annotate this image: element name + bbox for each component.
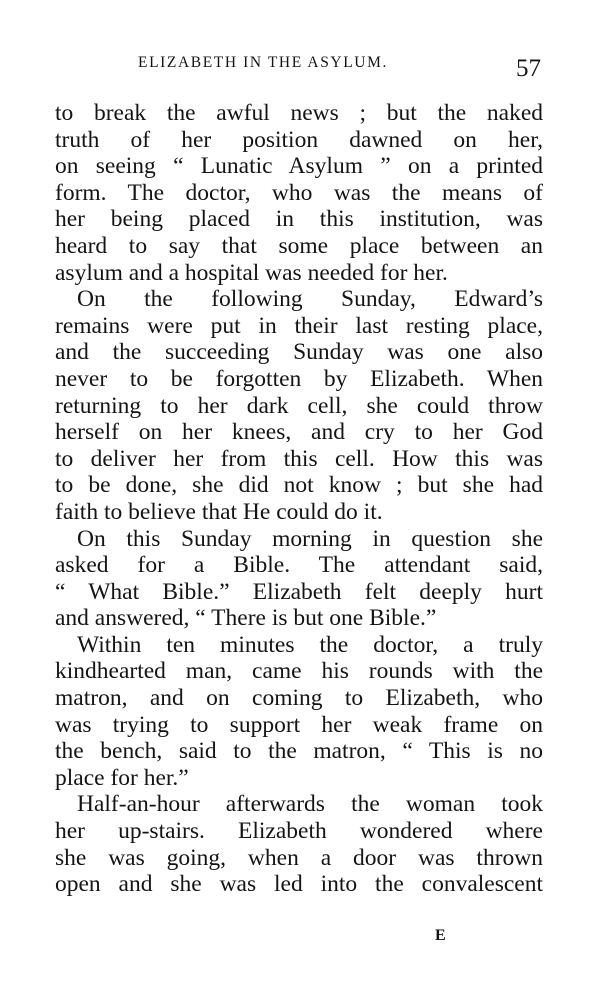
text-line: to deliver her from this cell. How this was: [55, 445, 543, 472]
text-line: never to be forgotten by Elizabeth. When: [55, 365, 543, 392]
text-line: place for her.”: [55, 764, 189, 791]
text-line: open and she was led into the convalescent: [55, 871, 543, 898]
page-body: [55, 100, 543, 898]
paragraph-first-line: On this Sunday morning in question she: [77, 525, 543, 552]
paragraph-first-line: On the following Sunday, Edward’s: [77, 286, 543, 313]
paragraph-first-line: Within ten minutes the doctor, a truly: [77, 631, 543, 658]
text-line: on seeing “ Lunatic Asylum ” on a printed: [55, 153, 543, 180]
text-line: she was going, when a door was thrown: [55, 844, 543, 871]
text-line: heard to say that some place between an: [55, 232, 543, 259]
text-line: matron, and on coming to Elizabeth, who: [55, 685, 543, 712]
text-line: to break the awful news ; but the naked: [55, 100, 543, 126]
text-line: the bench, said to the matron, “ This is no: [55, 738, 543, 765]
text-line: and answered, “ There is but one Bible.”: [55, 605, 437, 632]
paragraph-first-line: Half-an-hour afterwards the woman took: [77, 791, 543, 818]
text-line: asked for a Bible. The attendant said,: [55, 552, 543, 579]
text-line: her up-stairs. Elizabeth wondered where: [55, 818, 543, 845]
text-line: faith to believe that He could do it.: [55, 498, 383, 525]
signature-mark: E: [435, 927, 446, 944]
text-line: returning to her dark cell, she could throw: [55, 392, 543, 419]
text-line: was trying to support her weak frame on: [55, 711, 543, 738]
text-line: to be done, she did not know ; but she had: [55, 472, 543, 499]
text-line: her being placed in this institution, was: [55, 206, 543, 233]
text-line: herself on her knees, and cry to her God: [55, 419, 543, 446]
text-line: remains were put in their last resting place,: [55, 312, 543, 339]
text-line: truth of her position dawned on her,: [55, 126, 543, 153]
text-line: form. The doctor, who was the means of: [55, 179, 543, 206]
running-title: ELIZABETH IN THE ASYLUM.: [138, 54, 388, 71]
text-line: “ What Bible.” Elizabeth felt deeply hurt: [55, 578, 543, 605]
text-line: and the succeeding Sunday was one also: [55, 339, 543, 366]
text-line: asylum and a hospital was needed for her.: [55, 259, 448, 286]
page-number: 57: [516, 55, 541, 82]
text-line: kindhearted man, came his rounds with the: [55, 658, 543, 685]
